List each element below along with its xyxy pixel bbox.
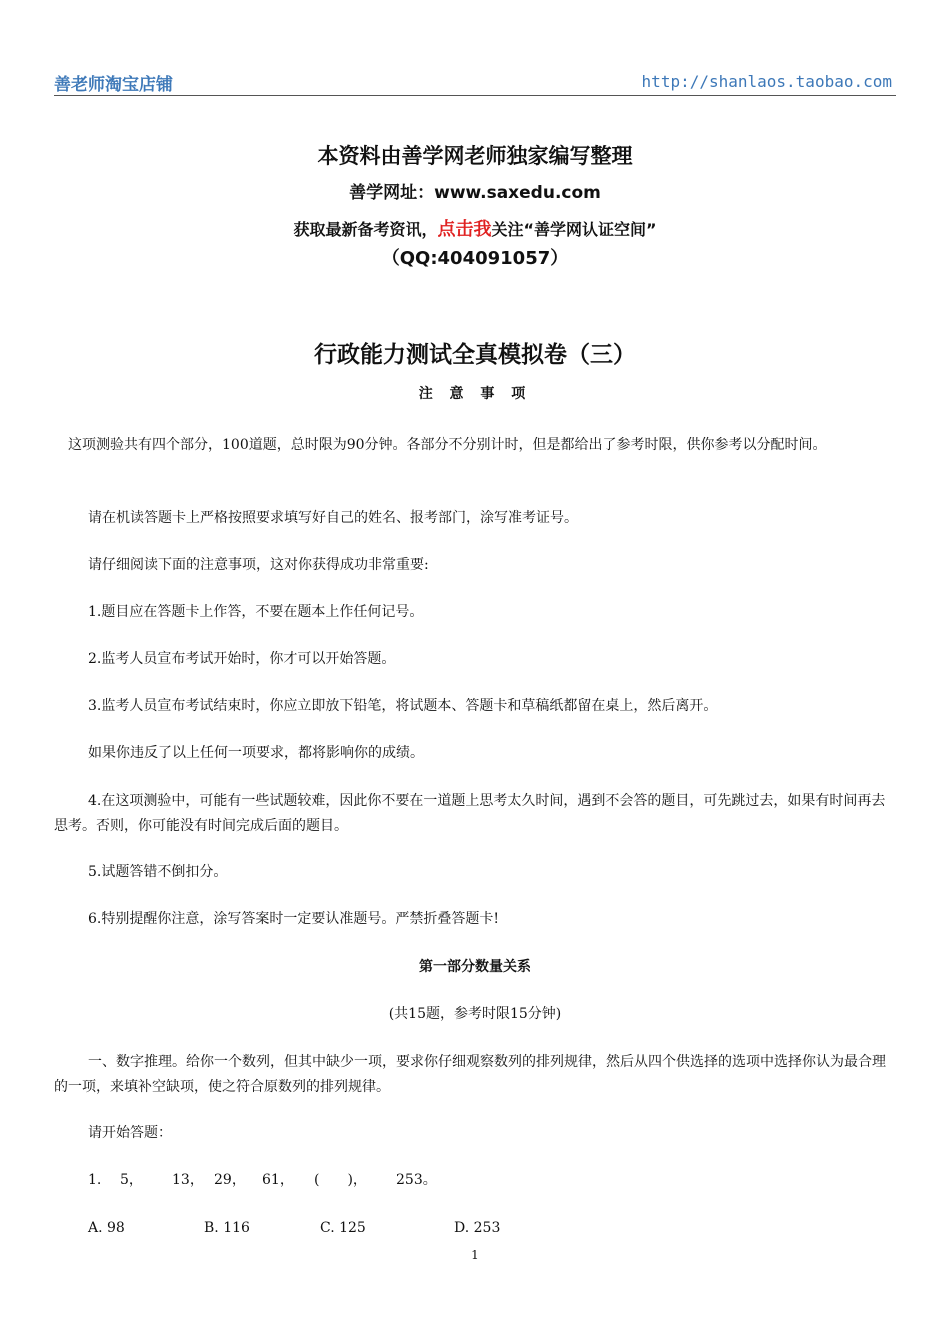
rule-3: 3.监考人员宣布考试结束时，你应立即放下铅笔，将试题本、答题卡和草稿纸都留在桌上，然后离开。 bbox=[88, 698, 718, 714]
sequence-term: 13， bbox=[172, 1172, 204, 1188]
banner-subscribe bbox=[0, 215, 950, 241]
rule-2: 2.监考人员宣布考试开始时，你才可以开始答题。 bbox=[88, 651, 396, 667]
rule-6: 6.特别提醒你注意，涂写答案时一定要认准题号。严禁折叠答题卡! bbox=[88, 911, 499, 927]
page-number: 1 bbox=[471, 1248, 479, 1262]
page-title: 行政能力测试全真模拟卷（三） bbox=[314, 341, 636, 368]
question-1 bbox=[88, 1168, 896, 1193]
violation-note: 如果你违反了以上任何一项要求，都将影响你的成绩。 bbox=[88, 745, 424, 761]
shop-url-link[interactable]: http://shanlaos.taobao.com bbox=[641, 72, 892, 91]
read-instruction: 请仔细阅读下面的注意事项，这对你获得成功非常重要: bbox=[88, 557, 429, 573]
banner-subscribe-post: 关注“善学网认证空间” bbox=[491, 220, 657, 239]
click-me-link[interactable]: 点击我 bbox=[437, 219, 492, 240]
banner-website: 善学网址：www.saxedu.com bbox=[349, 183, 601, 203]
sequence-term: 5， bbox=[120, 1172, 143, 1188]
start-prompt: 请开始答题： bbox=[88, 1125, 172, 1141]
sequence-term: 29， bbox=[214, 1172, 246, 1188]
rule-5: 5.试题答错不倒扣分。 bbox=[88, 864, 228, 880]
sequence-term: 253。 bbox=[396, 1172, 437, 1188]
fill-instruction: 请在机读答题卡上严格按照要求填写好自己的姓名、报考部门，涂写准考证号。 bbox=[88, 510, 578, 526]
notice-heading: 注 意 事 项 bbox=[418, 386, 532, 402]
sequence-blank: ( )， bbox=[314, 1172, 367, 1188]
header-divider bbox=[54, 95, 896, 96]
banner-subscribe-pre: 获取最新备考资讯， bbox=[293, 220, 438, 239]
option-a: A. 98 bbox=[88, 1220, 125, 1236]
rule-4: 4.在这项测验中，可能有一些试题较难，因此你不要在一道题上思考太久时间，遇到不会答的题目，可先跳过去，如果有时间再去思考。否则，你可能没有时间完成后面的题目。 bbox=[54, 793, 886, 834]
section-instruction: 一、数字推理。给你一个数列，但其中缺少一项，要求你仔细观察数列的排列规律，然后从四个供选择的选项中选择你认为最合理的一项，来填补空缺项，使之符合原数列的排列规律。 bbox=[54, 1054, 886, 1095]
section-title: 第一部分数量关系 bbox=[419, 959, 531, 975]
question-1-number: 1. bbox=[88, 1172, 102, 1188]
sequence-term: 61， bbox=[262, 1172, 294, 1188]
rule-1: 1.题目应在答题卡上作答，不要在题本上作任何记号。 bbox=[88, 604, 424, 620]
banner-line-1: 本资料由善学网老师独家编写整理 bbox=[317, 144, 633, 168]
intro-paragraph: 这项测验共有四个部分，100道题，总时限为90分钟。各部分不分别计时，但是都给出了参考时限，供你参考以分配时间。 bbox=[68, 437, 827, 453]
section-info: (共15题，参考时限15分钟) bbox=[388, 1006, 562, 1022]
banner-qq: （QQ:404091057） bbox=[381, 248, 569, 269]
shop-name: 善老师淘宝店铺 bbox=[54, 75, 173, 95]
option-b: B. 116 bbox=[204, 1220, 250, 1236]
option-d: D. 253 bbox=[454, 1220, 501, 1236]
option-c: C. 125 bbox=[320, 1220, 366, 1236]
